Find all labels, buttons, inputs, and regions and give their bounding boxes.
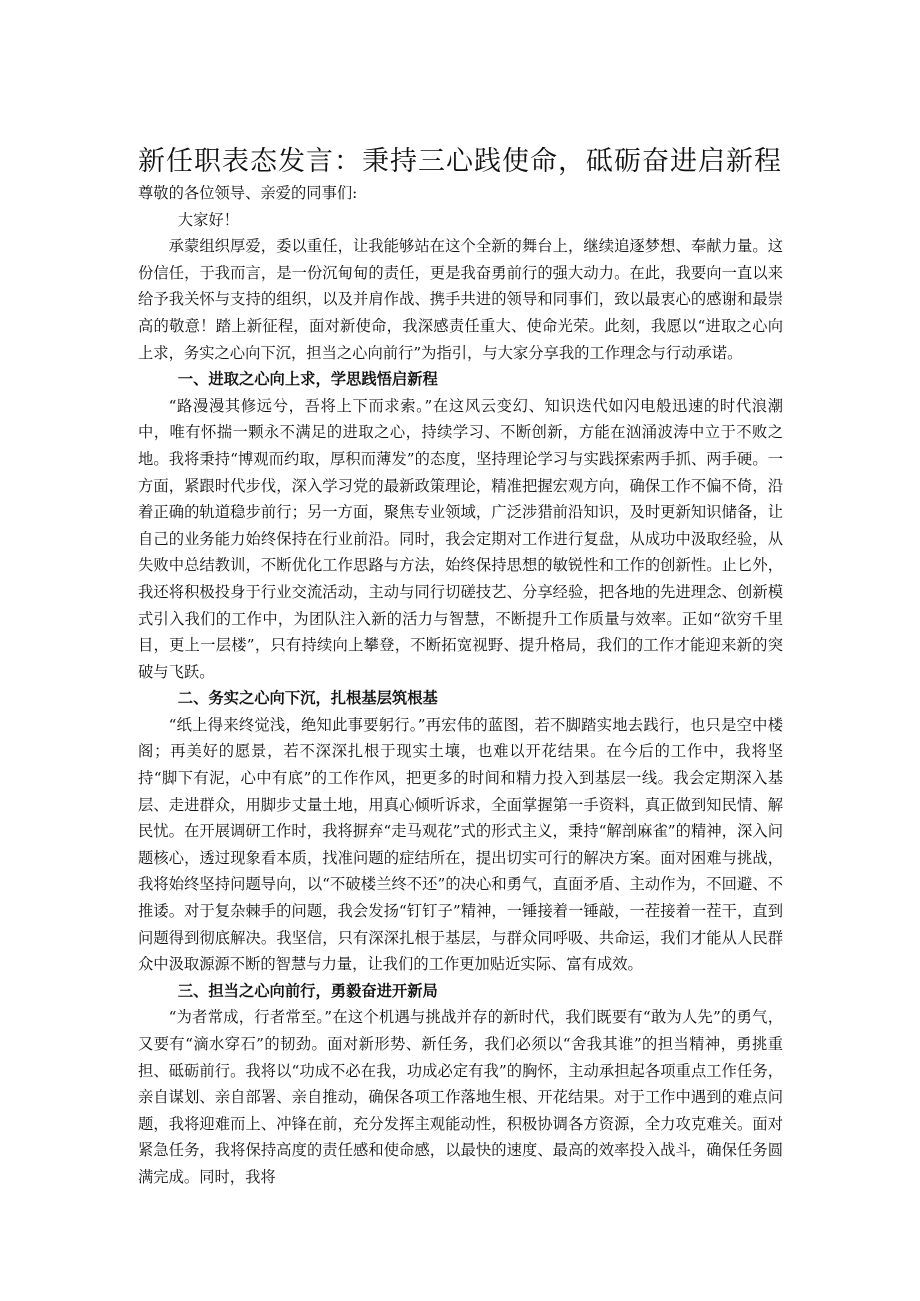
section-heading-3: 三、担当之心向前行，勇毅奋进开新局 [177, 981, 438, 1000]
section-paragraph-3: “为者常成，行者常至。”在这个机遇与挑战并存的新时代，我们既要有“敢为人先”的勇气，又要有“滴水穿石”的韧劲。面对新形势、新任务，我们必须以“舍我其谁”的担当精神，勇挑重担、砥砺前行。我将以“功成不必在我，功成必定有我”的胸怀，主动承担起各项重点工作任务，亲自谋划、亲自部署、亲自推动，确保各项工作落地生根、开花结果。对于工作中遇到的难点问题，我将迎难而上、冲锋在前，充分发挥主观能动性，积极协调各方资源，全力攻克难关。面对紧急任务，我将保持高度的责任感和使命感，以最快的速度、最高的效率投入战斗，确保任务圆满完成。同时，我将 [138, 1008, 783, 1186]
document-title: 新任职表态发言：秉持三心践使命，砥砺奋进启新程 [138, 146, 782, 178]
section-heading-1: 一、进取之心向上求，学思践悟启新程 [177, 370, 438, 389]
greeting: 大家好！ [177, 210, 239, 229]
document-body [138, 180, 783, 1191]
salutation: 尊敬的各位领导、亲爱的同事们: [138, 184, 358, 202]
intro-paragraph: 承蒙组织厚爱，委以重任，让我能够站在这个全新的舞台上，继续追逐梦想、奉献力量。这份信任，于我而言，是一份沉甸甸的责任，更是我奋勇前行的强大动力。在此，我要向一直以来给予我关怀与支持的组织，以及并肩作战、携手共进的领导和同事们，致以最衷心的感谢和最崇高的敬意！踏上新征程，面对新使命，我深感责任重大、使命光荣。此刻，我愿以“进取之心向上求，务实之心向下沉，担当之心向前行”为指引，与大家分享我的工作理念与行动承诺。 [138, 237, 783, 362]
section-paragraph-2: “纸上得来终觉浅，绝知此事要躬行。”再宏伟的蓝图，若不脚踏实地去践行，也只是空中楼阁；再美好的愿景，若不深深扎根于现实土壤，也难以开花结果。在今后的工作中，我将坚持“脚下有泥，心中有底”的工作作风，把更多的时间和精力投入到基层一线。我会定期深入基层、走进群众，用脚步丈量土地，用真心倾听诉求，全面掌握第一手资料，真正做到知民情、解民忧。在开展调研工作时，我将摒弃“走马观花”式的形式主义，秉持“解剖麻雀”的精神，深入问题核心，透过现象看本质，找准问题的症结所在，提出切实可行的解决方案。面对困难与挑战，我将始终坚持问题导向，以“不破楼兰终不还”的决心和勇气，直面矛盾、主动作为，不回避、不推诿。对于复杂棘手的问题，我会发扬“钉钉子”精神，一锤接着一锤敲，一茬接着一茬干，直到问题得到彻底解决。我坚信，只有深深扎根于基层，与群众同呼吸、共命运，我们才能从人民群众中汲取源源不断的智慧与力量，让我们的工作更加贴近实际、富有成效。 [138, 715, 783, 974]
section-heading-2: 二、务实之心向下沉，扎根基层筑根基 [177, 689, 438, 708]
section-paragraph-1: “路漫漫其修远兮，吾将上下而求索。”在这风云变幻、知识迭代如闪电般迅速的时代浪潮中，唯有怀揣一颗永不满足的进取之心，持续学习、不断创新，方能在汹涌波涛中立于不败之地。我将秉持“博观而约取，厚积而薄发”的态度，坚持理论学习与实践探索两手抓、两手硬。一方面，紧跟时代步伐，深入学习党的最新政策理论，精准把握宏观方向，确保工作不偏不倚，沿着正确的轨道稳步前行；另一方面，聚焦专业领域，广泛涉猎前沿知识，及时更新知识储备，让自己的业务能力始终保持在行业前沿。同时，我会定期对工作进行复盘，从成功中汲取经验，从失败中总结教训，不断优化工作思路与方法，始终保持思想的敏锐性和工作的创新性。止匕外，我还将积极投身于行业交流活动，主动与同行切磋技艺、分享经验，把各地的先进理念、创新模式引入我们的工作中，为团队注入新的活力与智慧，不断提升工作质量与效率。正如“欲穷千里目，更上一层楼”，只有持续向上攀登，不断拓宽视野、提升格局，我们的工作才能迎来新的突破与飞跃。 [138, 396, 783, 681]
